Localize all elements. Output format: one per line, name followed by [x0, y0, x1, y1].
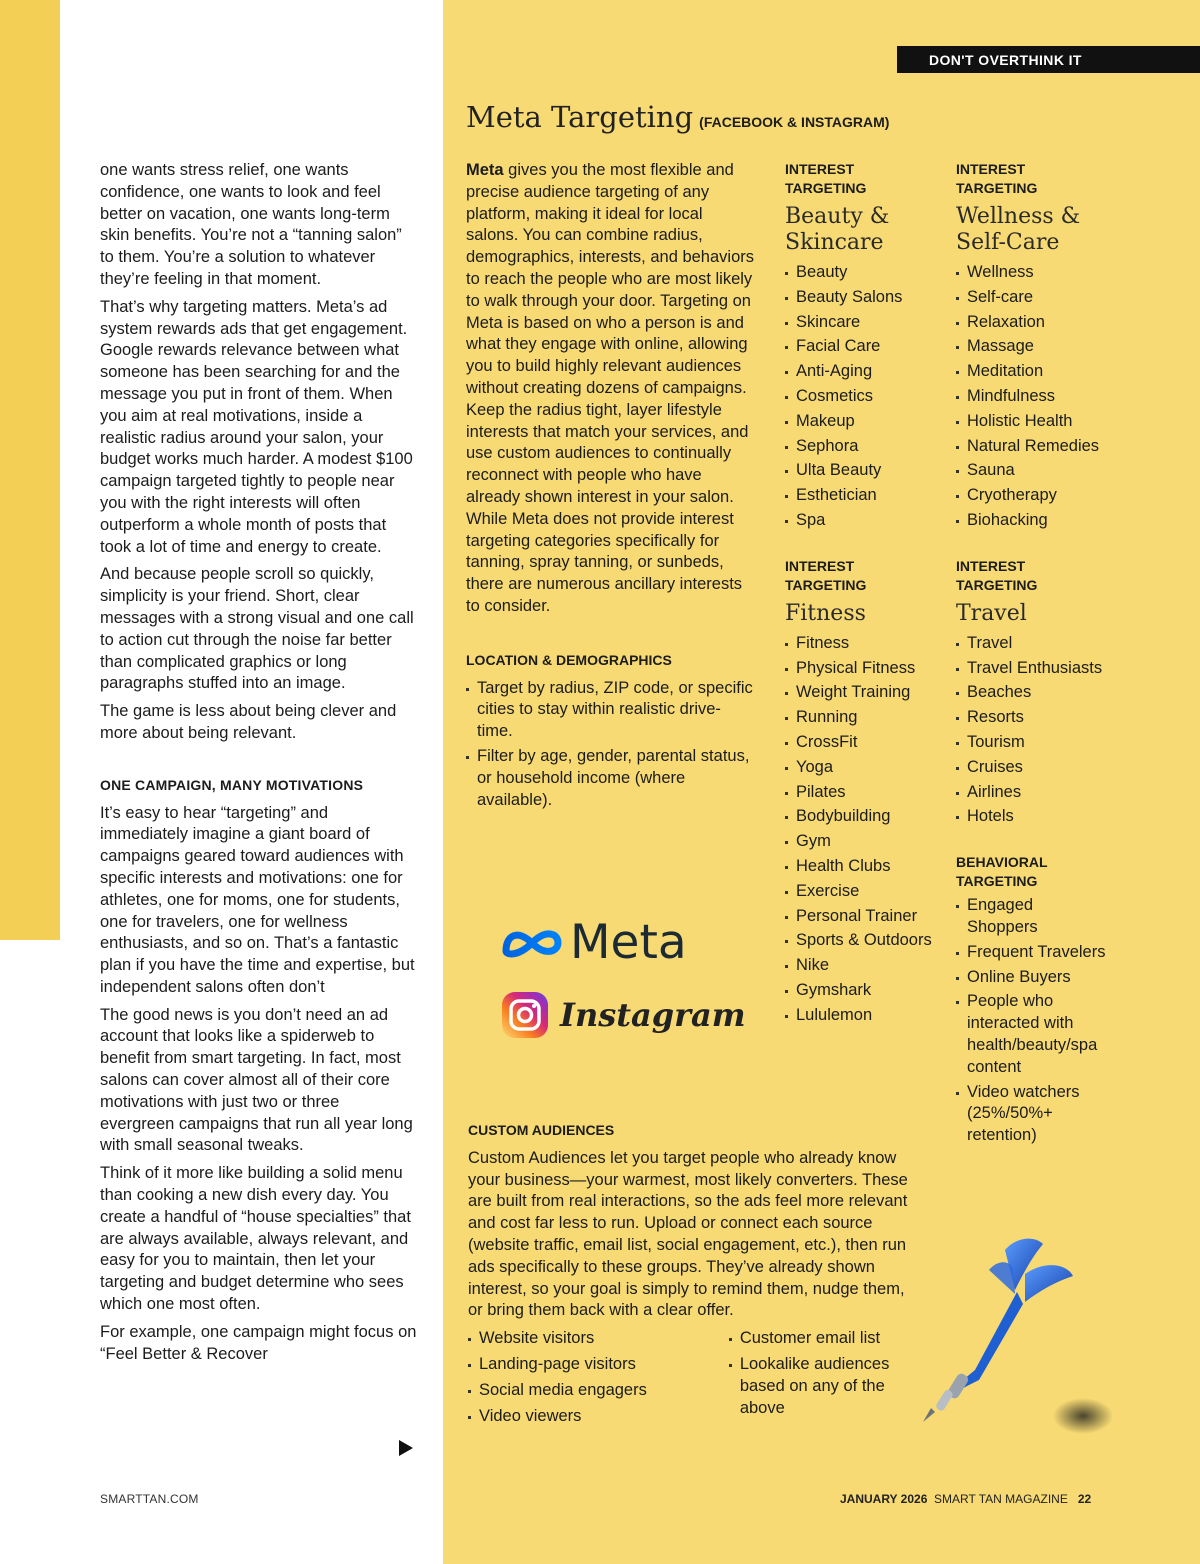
list-item: Customer email list — [729, 1328, 908, 1350]
list-item: Weight Training — [785, 682, 935, 704]
list-item: Relaxation — [956, 312, 1106, 334]
custom-list-b — [729, 1328, 908, 1431]
list-item: Resorts — [956, 707, 1106, 729]
instagram-icon — [500, 990, 550, 1040]
intro-text: gives you the most flexible and precise audience targeting of any platform, making it ideal for local salons. You can combine radius, demographics, interests, and behaviors to reach the people who are most likely to walk through your door. Targeting on Meta is based on who a person is and what they engage with online, allowing you to build highly relevant audiences without creating dozens of campaigns. Keep the radius tight, layer lifestyle interests that match your services, and use custom audiences to continually reconnect with people who have already shown interest in your salon. While Meta does not provide interest targeting categories specifically for tanning, spray tanning, or sunbeds, there are numerous ancillary interests to consider. — [466, 161, 754, 615]
list-item: Landing-page visitors — [468, 1354, 729, 1376]
platform-logos — [500, 915, 746, 1040]
list-item: Lululemon — [785, 1005, 935, 1027]
dart-illustration — [905, 1230, 1115, 1440]
footer-magazine: SMART TAN MAGAZINE — [934, 1492, 1068, 1506]
paragraph: The good news is you don’t need an ad account that looks like a spiderweb to benefit from smart targeting. In fact, most salons can cover almost all of their core motivations with just two or three evergreen campaigns that run all year long with small seasonal tweaks. — [100, 1005, 413, 1155]
interest-title: Wellness & Self-Care — [956, 204, 1081, 255]
list-item: Video watchers (25%/50%+ retention) — [956, 1082, 1106, 1147]
list-item: Bodybuilding — [785, 806, 935, 828]
list-item: Biohacking — [956, 510, 1106, 532]
custom-paragraph: Custom Audiences let you target people who already know your business—your warmest, most likely converters. These are built from real interactions, so the ads feel more relevant and cost far less to run. Upload or connect each source (website traffic, email list, social engagement, etc.), then run ads specifically to these groups. They’ve already shown interest, so your goal is simply to remind them, nudge them, or bring them back with a clear offer. — [468, 1148, 908, 1320]
paragraph: Think of it more like building a solid menu than cooking a new dish every day. You create a handful of “house specialties” that are always available, always relevant, and easy for you to maintain, then let your targeting and budget determine who sees which one most often. — [100, 1164, 411, 1314]
list-item: Makeup — [785, 411, 935, 433]
list-item: Travel — [956, 633, 1106, 655]
list-item: Facial Care — [785, 336, 935, 358]
behavioral-list — [956, 895, 1106, 1147]
list-item: Engaged Shoppers — [956, 895, 1106, 939]
list-item: Fitness — [785, 633, 935, 655]
page-number: 22 — [1077, 1492, 1092, 1506]
list-item: Ulta Beauty — [785, 460, 935, 482]
behavioral-label: BEHAVIORAL TARGETING — [956, 854, 1048, 890]
custom-list-a — [468, 1328, 729, 1431]
list-item: Nike — [785, 955, 935, 977]
list-item: Target by radius, ZIP code, or specific cities to stay within realistic drive-time. — [466, 678, 756, 743]
left-accent-stripe — [0, 0, 60, 940]
list-item: Video viewers — [468, 1406, 729, 1428]
section-banner: DON'T OVERTHINK IT — [897, 46, 1200, 73]
intro-bold: Meta — [466, 161, 504, 179]
list-item: Esthetician — [785, 485, 935, 507]
list-item: Beauty Salons — [785, 287, 935, 309]
list-item: Beauty — [785, 262, 935, 284]
list-item: Physical Fitness — [785, 658, 935, 680]
list-item: Spa — [785, 510, 935, 532]
list-item: Cosmetics — [785, 386, 935, 408]
list-item: Sauna — [956, 460, 1106, 482]
list-item: Beaches — [956, 682, 1106, 704]
list-item: Wellness — [956, 262, 1106, 284]
list-item: Gymshark — [785, 980, 935, 1002]
paragraph: one wants stress relief, one wants confidence, one wants to look and feel better on vacation, one wants long-term skin benefits. You’re not a “tanning salon” to them. You’re a solution to whatever they’re feeling in that moment. — [100, 161, 402, 288]
interest-list — [785, 262, 935, 532]
title-sub: (FACEBOOK & INSTAGRAM) — [699, 114, 890, 130]
interest-list — [956, 633, 1106, 828]
title-main: Meta Targeting — [466, 100, 694, 134]
custom-audiences-section — [468, 1120, 908, 1431]
list-item: Lookalike audiences based on any of the above — [729, 1354, 908, 1419]
list-item: Meditation — [956, 361, 1106, 383]
interest-list — [785, 633, 935, 1027]
list-item: Self-care — [956, 287, 1106, 309]
list-item: Gym — [785, 831, 935, 853]
instagram-wordmark: Instagram — [560, 996, 746, 1034]
article-left-column — [100, 160, 418, 1371]
footer-issue — [840, 1492, 1091, 1506]
instagram-logo — [500, 990, 746, 1040]
continue-arrow-icon — [399, 1440, 413, 1456]
custom-heading: CUSTOM AUDIENCES — [468, 1122, 615, 1138]
list-item: Sephora — [785, 436, 935, 458]
paragraph: That’s why targeting matters. Meta’s ad system rewards ads that get engagement. Google rewards relevance between what someone has been searching for and the message you put in front of them. When you aim at real motivations, inside a realistic radius around your salon, your budget works much harder. A modest $100 campaign targeted tightly to people near you with the right interests will often outperform a whole month of posts that took a lot of time and energy to create. — [100, 297, 413, 556]
interest-label: INTEREST TARGETING — [956, 161, 1038, 196]
page-title — [466, 100, 889, 134]
list-item: Airlines — [956, 782, 1106, 804]
intro-paragraph — [466, 160, 756, 618]
list-item: Holistic Health — [956, 411, 1106, 433]
list-item: Anti-Aging — [785, 361, 935, 383]
list-item: Massage — [956, 336, 1106, 358]
interest-list — [956, 262, 1106, 532]
interest-label: INTEREST TARGETING — [785, 161, 867, 196]
list-item: Filter by age, gender, parental status, or household income (where available). — [466, 746, 756, 811]
meta-wordmark: Meta — [570, 915, 687, 970]
list-item: Natural Remedies — [956, 436, 1106, 458]
list-item: Travel Enthusiasts — [956, 658, 1106, 680]
footer-site: SMARTTAN.COM — [100, 1492, 199, 1506]
interest-label: INTEREST TARGETING — [956, 557, 1038, 593]
interest-label: INTEREST TARGETING — [785, 557, 867, 593]
list-item: Hotels — [956, 806, 1106, 828]
interest-title: Fitness — [785, 600, 866, 626]
interest-column-1 — [785, 160, 935, 1030]
list-item: Sports & Outdoors — [785, 930, 935, 952]
list-item: Social media engagers — [468, 1380, 729, 1402]
paragraph: It’s easy to hear “targeting” and immediately imagine a giant board of campaigns geared toward audiences with specific interests and motivations: one for athletes, one for moms, one for students, one for travelers, one for wellness enthusiasts, and so on. That’s a fantastic plan if you have the time and expertise, but independent salons often don’t — [100, 803, 415, 996]
interest-column-2 — [956, 160, 1106, 1150]
paragraph: And because people scroll so quickly, simplicity is your friend. Short, clear messages with a strong visual and one call to action cut through the noise far better than complicated graphics or long paragraphs stuffed into an image. — [100, 565, 414, 693]
list-item: Exercise — [785, 881, 935, 903]
list-item: People who interacted with health/beauty/spa content — [956, 991, 1106, 1078]
paragraph: The game is less about being clever and more about being relevant. — [100, 702, 397, 742]
list-item: Mindfulness — [956, 386, 1106, 408]
article-middle-column — [466, 160, 756, 814]
interest-title: Travel — [956, 600, 1027, 626]
list-item: Running — [785, 707, 935, 729]
list-item: Yoga — [785, 757, 935, 779]
list-item: Online Buyers — [956, 967, 1106, 989]
list-item: Cruises — [956, 757, 1106, 779]
list-item: Personal Trainer — [785, 906, 935, 928]
list-item: Health Clubs — [785, 856, 935, 878]
interest-title: Beauty & Skincare — [785, 204, 890, 255]
paragraph: For example, one campaign might focus on “Feel Better & Recover — [100, 1322, 417, 1363]
list-item: Frequent Travelers — [956, 942, 1106, 964]
list-item: Tourism — [956, 732, 1106, 754]
list-item: Pilates — [785, 782, 935, 804]
list-item: CrossFit — [785, 732, 935, 754]
section-heading: ONE CAMPAIGN, MANY MOTIVATIONS — [100, 776, 364, 793]
list-item: Cryotherapy — [956, 485, 1106, 507]
meta-infinity-icon — [500, 925, 564, 961]
list-item: Website visitors — [468, 1328, 729, 1350]
meta-logo — [500, 915, 746, 970]
list-item: Skincare — [785, 312, 935, 334]
location-list — [466, 678, 756, 812]
location-heading: LOCATION & DEMOGRAPHICS — [466, 651, 672, 668]
footer-date: JANUARY 2026 — [840, 1492, 928, 1506]
